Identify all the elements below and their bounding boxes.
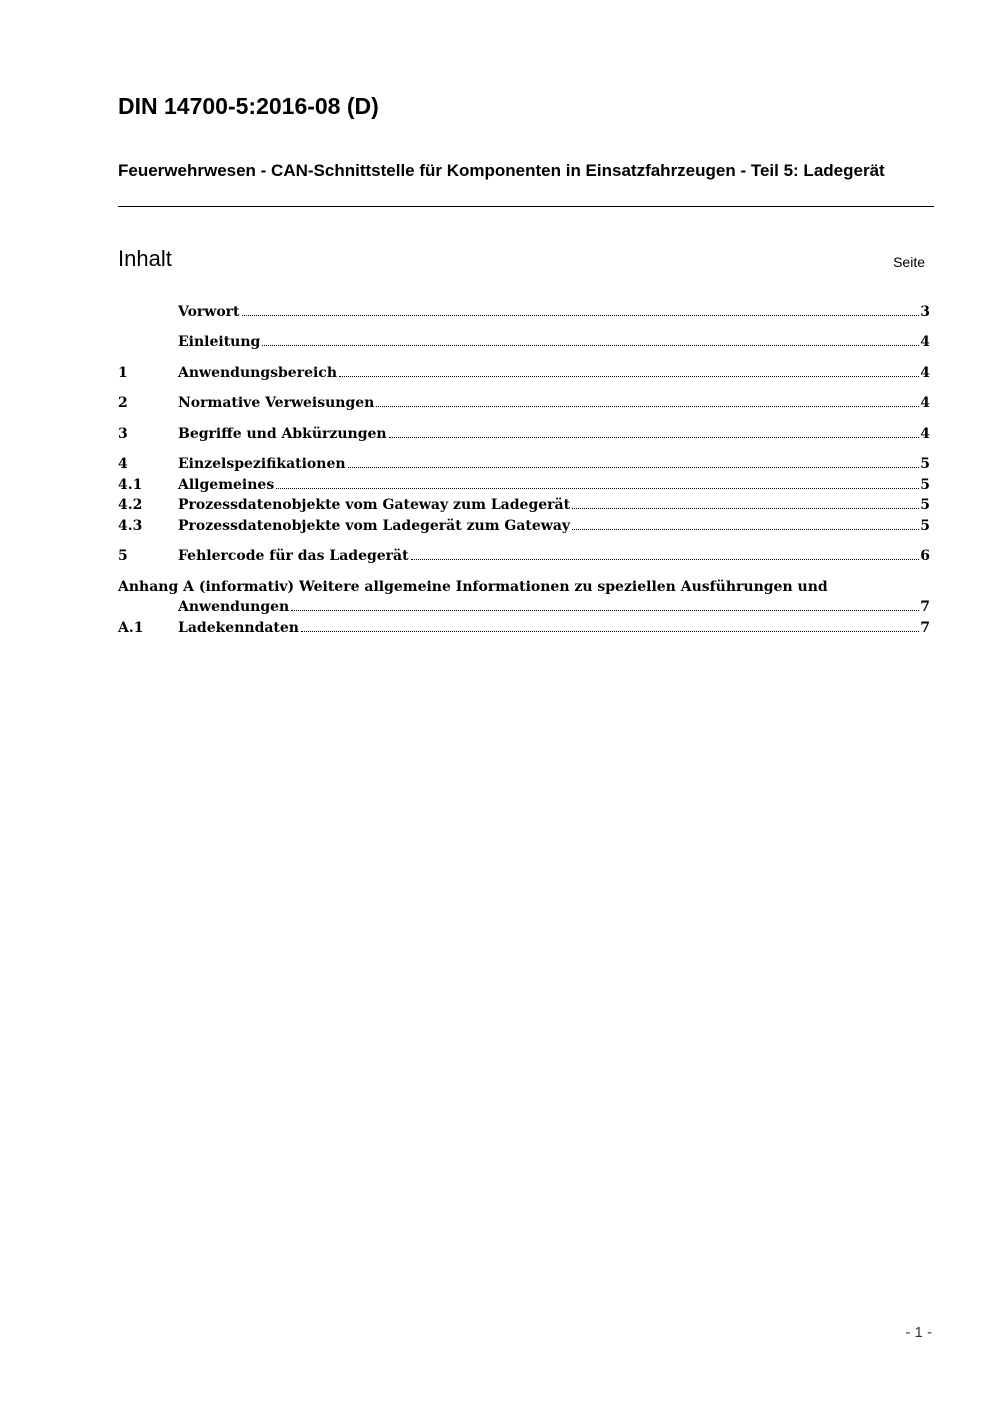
toc-dot-leader bbox=[376, 406, 919, 407]
toc-entry-title: Allgemeines bbox=[178, 477, 275, 493]
toc-heading: Inhalt bbox=[118, 246, 172, 271]
toc-entry-4[interactable] bbox=[118, 454, 930, 474]
toc-entry-page: 7 bbox=[920, 599, 930, 615]
toc-entry-page: 5 bbox=[920, 477, 930, 493]
document-subtitle: Feuerwehrwesen - CAN-Schnittstelle für Komponenten in Einsatzfahrzeugen - Teil 5: Ladegerät bbox=[118, 161, 885, 180]
toc-entry-number: 3 bbox=[118, 426, 128, 442]
toc-entry-number: 4 bbox=[118, 456, 128, 472]
toc-entry-title: Anwendungsbereich bbox=[178, 365, 337, 381]
toc-dot-leader bbox=[301, 631, 919, 632]
toc-entry-4-3[interactable] bbox=[118, 516, 930, 536]
toc-entry-page: 5 bbox=[920, 497, 930, 513]
toc-entry-einleitung[interactable] bbox=[118, 332, 930, 352]
toc-entry-title: Normative Verweisungen bbox=[178, 395, 375, 411]
toc-entry-anhang-a-continuation[interactable] bbox=[178, 597, 930, 617]
toc-dot-leader bbox=[389, 437, 920, 438]
toc-entry-title: Fehlercode für das Ladegerät bbox=[178, 548, 409, 564]
toc-entry-title: Vorwort bbox=[178, 304, 240, 320]
toc-entry-title: Einzelspezifikationen bbox=[178, 456, 346, 472]
table-of-contents bbox=[0, 0, 992, 700]
toc-entry-number: A.1 bbox=[118, 620, 144, 636]
toc-entry-anhang-a[interactable] bbox=[118, 577, 930, 597]
toc-entry-page: 3 bbox=[920, 304, 930, 320]
toc-entry-5[interactable] bbox=[118, 546, 930, 566]
toc-entry-number: 4.1 bbox=[118, 477, 143, 493]
toc-page-column-label: Seite bbox=[893, 254, 925, 270]
toc-entry-title-continuation: Anwendungen bbox=[178, 599, 290, 615]
toc-entry-title: Ladekenndaten bbox=[178, 620, 299, 636]
toc-entry-page: 5 bbox=[920, 518, 930, 534]
document-title: DIN 14700-5:2016-08 (D) bbox=[118, 93, 379, 119]
toc-entry-page: 4 bbox=[920, 426, 930, 442]
toc-entry-2[interactable] bbox=[118, 393, 930, 413]
toc-dot-leader bbox=[276, 488, 919, 489]
toc-dot-leader bbox=[411, 559, 920, 560]
toc-entry-number: 4.3 bbox=[118, 518, 143, 534]
toc-entry-title: Prozessdatenobjekte vom Ladegerät zum Gateway bbox=[178, 518, 571, 534]
toc-entry-page: 4 bbox=[920, 334, 930, 350]
toc-entry-a-1[interactable] bbox=[118, 618, 930, 638]
toc-entry-page: 4 bbox=[920, 395, 930, 411]
toc-entry-4-2[interactable] bbox=[118, 495, 930, 515]
toc-entry-title: Einleitung bbox=[178, 334, 261, 350]
toc-entry-number: 5 bbox=[118, 548, 128, 564]
toc-entry-vorwort[interactable] bbox=[118, 302, 930, 322]
toc-dot-leader bbox=[291, 610, 919, 611]
toc-dot-leader bbox=[242, 315, 920, 316]
toc-entry-title: Anhang A (informativ) Weitere allgemeine Informationen zu speziellen Ausführungen und bbox=[118, 579, 828, 595]
toc-entry-page: 7 bbox=[920, 620, 930, 636]
toc-dot-leader bbox=[262, 345, 919, 346]
toc-entry-1[interactable] bbox=[118, 363, 930, 383]
toc-entry-3[interactable] bbox=[118, 424, 930, 444]
toc-entry-title: Begriffe und Abkürzungen bbox=[178, 426, 387, 442]
toc-dot-leader bbox=[339, 376, 919, 377]
toc-dot-leader bbox=[572, 529, 919, 530]
toc-entry-number: 1 bbox=[118, 365, 128, 381]
toc-dot-leader bbox=[572, 508, 919, 509]
toc-entry-4-1[interactable] bbox=[118, 475, 930, 495]
toc-entry-page: 5 bbox=[920, 456, 930, 472]
toc-entry-page: 4 bbox=[920, 365, 930, 381]
page-number: - 1 - bbox=[905, 1324, 932, 1341]
toc-dot-leader bbox=[348, 467, 920, 468]
toc-entry-title: Prozessdatenobjekte vom Gateway zum Ladegerät bbox=[178, 497, 571, 513]
toc-entry-page: 6 bbox=[920, 548, 930, 564]
toc-entry-number: 2 bbox=[118, 395, 128, 411]
toc-entry-number: 4.2 bbox=[118, 497, 143, 513]
